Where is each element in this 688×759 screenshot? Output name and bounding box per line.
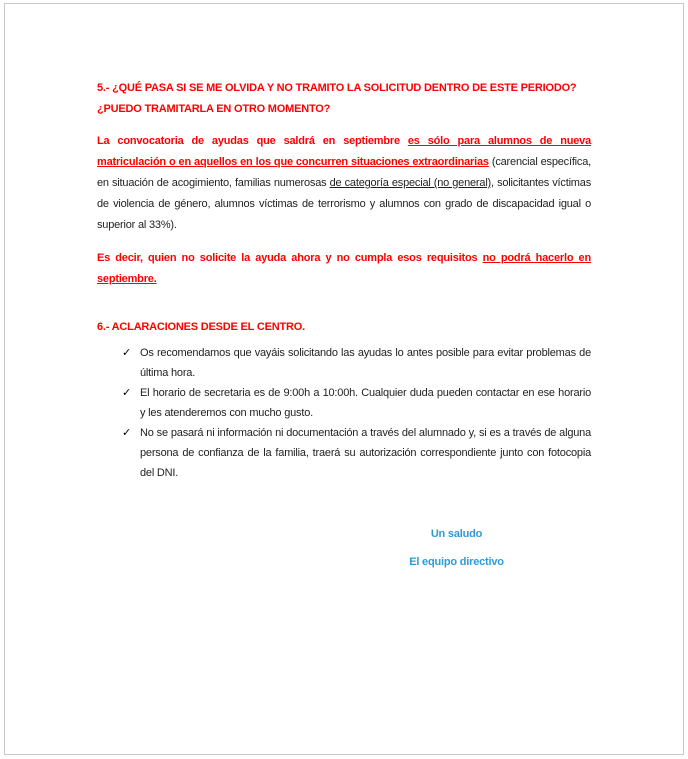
intro-red-underlined-text: es sólo para alumnos de nueva matriculación o en aquellos en los que concurren situaciones extraordinarias — [97, 135, 591, 168]
checkmark-icon: ✓ — [122, 347, 132, 359]
clarifications-list — [97, 343, 591, 483]
section5-heading-line1: 5.- ¿QUÉ PASA SI SE ME OLVIDA Y NO TRAMITO LA SOLICITUD DENTRO DE ESTE PERIODO? — [97, 82, 577, 94]
signoff-block — [322, 524, 591, 573]
checkmark-icon: ✓ — [122, 427, 132, 439]
intro-black-underlined-text: de categoría especial (no general) — [329, 177, 492, 189]
list-item — [97, 383, 591, 423]
list-item — [97, 423, 591, 483]
checkmark-icon: ✓ — [122, 387, 132, 399]
section6-heading: 6.- ACLARACIONES DESDE EL CENTRO. — [97, 321, 305, 333]
warning-paragraph — [97, 248, 591, 290]
list-item-text: El horario de secretaria es de 9:00h a 10:00h. Cualquier duda pueden contactar en ese horario y les atenderemos con mucho gusto. — [140, 387, 591, 419]
list-item — [97, 343, 591, 383]
list-item-text: No se pasará ni información ni documentación a través del alumnado y, si es a través de alguna persona de confianza de la familia, traerá su autorización correspondiente junto con fotocopia del DNI. — [140, 427, 591, 479]
warning-red-text: Es decir, quien no solicite la ayuda ahora y no cumpla esos requisitos — [97, 252, 483, 264]
intro-paragraph — [97, 131, 591, 236]
signoff-greeting: Un saludo — [430, 528, 483, 540]
intro-black-text-2: , solicitantes víctimas de violencia de género, alumnos víctimas de terrorismo y alumnos con grado de discapacidad igual o superior al 33%). — [97, 177, 591, 231]
section5-heading — [97, 78, 591, 120]
warning-red-underlined-text: no podrá hacerlo en septiembre. — [97, 252, 591, 285]
list-item-text: Os recomendamos que vayáis solicitando las ayudas lo antes posible para evitar problemas de última hora. — [140, 347, 591, 379]
intro-red-text: La convocatoria de ayudas que saldrá en septiembre — [97, 135, 408, 147]
signoff-signature: El equipo directivo — [409, 556, 504, 568]
section5-heading-line2: ¿PUEDO TRAMITARLA EN OTRO MOMENTO? — [97, 103, 331, 115]
intro-black-text-1: (carencial específica, en situación de acogimiento, familias numerosas — [97, 156, 591, 189]
